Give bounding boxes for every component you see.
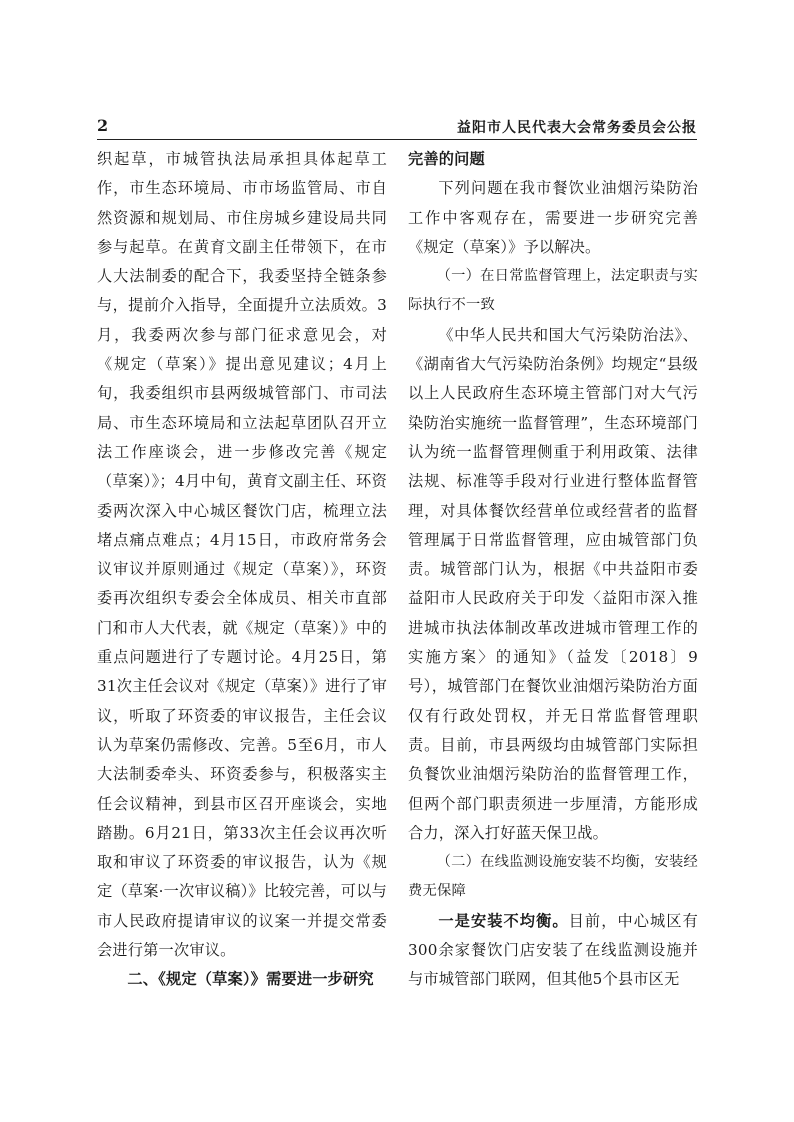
paragraph-drafting-process: 织起草，市城管执法局承担具体起草工作，市生态环境局、市市场监管局、市自然资源和规划局、市住房城乡建设局共同参与起草。在黄育文副主任带领下，在市人大法制委的配合下，我委坚持全链条参与，提前介入指导，全面提升立法质效。3月，我委两次参与部门征求意见会，对《规定（草案）》提出意见建议；4月上旬，我委组织市县两级城管部门、市司法局、市生态环境局和立法起草团队召开立法工作座谈会，进一步修改完善《规定（草案）》；4月中旬，黄育文副主任、环资委两次深入中心城区餐饮门店，梳理立法堵点痛点难点；4月15日，市政府常务会议审议并原则通过《规定（草案）》，环资委再次组织专委会全体成员、相关市直部门和市人大代表，就《规定（草案）》中的重点问题进行了专题讨论。4月25日，第31次主任会议对《规定（草案）》进行了审议，听取了环资委的审议报告，主任会议认为草案仍需修改、完善。5至6月，市人大法制委牵头、环资委参与，积极落实主任会议精神，到县市区召开座谈会，实地踏勘。6月21日，第33次主任会议再次听取和审议了环资委的审议报告，认为《规定（草案·一次审议稿）》比较完善，可以与市人民政府提请审议的议案一并提交常委会进行第一次审议。 [97, 150, 387, 960]
journal-title: 益阳市人民代表大会常务委员会公报 [457, 120, 697, 136]
paragraph-intro: 下列问题在我市餐饮业油烟污染防治工作中客观存在，需要进一步研究完善《规定（草案）》予以解决。 [408, 179, 698, 256]
section-heading-2-start: 二、《规定（草案）》需要进一步研究 [127, 970, 374, 989]
header-divider [97, 139, 697, 140]
left-column [97, 145, 387, 995]
install-text: 目前，中心城区有300余家餐饮门店安装了在线监测设施并与市城管部门联网，但其他5个县市区无 [408, 911, 698, 989]
subheading-2: （二）在线监测设施安装不均衡，安装经费无保障 [408, 854, 698, 900]
paragraph-law: 《中华人民共和国大气污染防治法》、《湖南省大气污染防治条例》均规定“县级以上人民政府生态环境主管部门对大气污染防治实施统一监督管理”，生态环境部门认为统一监督管理侧重于利用政策、法律法规、标准等手段对行业进行整体监督管理，对具体餐饮经营单位或经营者的监督管理属于日常监督管理，应由城管部门负责。城管部门认为，根据《中共益阳市委益阳市人民政府关于印发〈益阳市深入推进城市执法体制改革改进城市管理工作的实施方案〉的通知》（益发〔2018〕9号），城管部门在餐饮业油烟污染防治方面仅有行政处罚权，并无日常监督管理职责。目前，市县两级均由城管部门实际担负餐饮业油烟污染防治的监督管理工作，但两个部门职责须进一步厘清，方能形成合力，深入打好蓝天保卫战。 [408, 325, 698, 842]
subheading-1: （一）在日常监督管理上，法定职责与实际执行不一致 [408, 268, 698, 314]
right-column [408, 145, 698, 995]
install-lead: 一是安装不均衡。 [438, 911, 569, 930]
page-header [97, 116, 697, 138]
page-number: 2 [97, 116, 109, 135]
paragraph-install [408, 907, 698, 995]
section-heading-2-end: 完善的问题 [408, 150, 485, 168]
